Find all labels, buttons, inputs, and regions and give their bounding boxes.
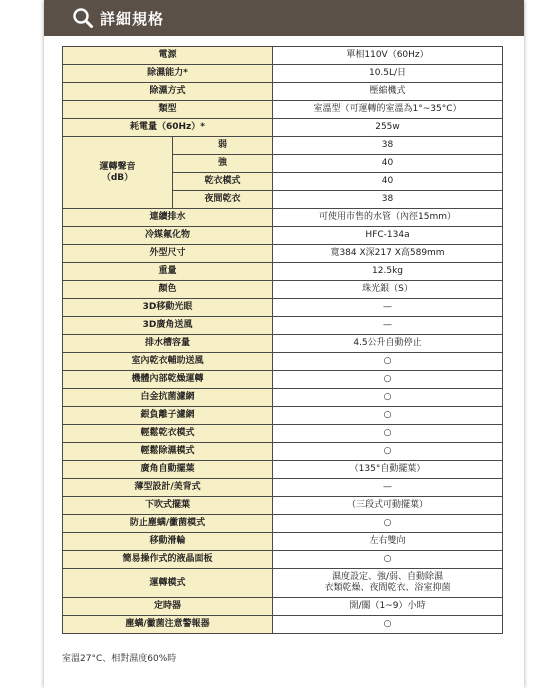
table-row — [63, 371, 503, 389]
spec-label: 下吹式擺葉 — [63, 497, 273, 515]
table-row — [63, 497, 503, 515]
spec-label: 室內乾衣輔助送風 — [63, 353, 273, 371]
noise-mode-value: 38 — [273, 191, 503, 209]
spec-value: （三段式可動擺葉） — [273, 497, 503, 515]
table-row — [63, 353, 503, 371]
table-row — [63, 47, 503, 65]
table-row — [63, 245, 503, 263]
noise-mode-value: 40 — [273, 173, 503, 191]
table-row — [63, 551, 503, 569]
spec-label: 移動滑輪 — [63, 533, 273, 551]
spec-value: 寬384 X深217 X高589mm — [273, 245, 503, 263]
table-row — [63, 443, 503, 461]
spec-value: ○ — [273, 515, 503, 533]
table-row — [63, 227, 503, 245]
spec-value-line: 衣類乾燥、夜間乾衣、浴室抑菌 — [324, 583, 451, 593]
spec-value: 壓縮機式 — [273, 83, 503, 101]
spec-value: ○ — [273, 389, 503, 407]
spec-value: — — [273, 479, 503, 497]
spec-value: HFC-134a — [273, 227, 503, 245]
spec-label: 白金抗菌濾網 — [63, 389, 273, 407]
spec-label: 3D移動光眼 — [63, 299, 273, 317]
spec-value — [273, 569, 503, 598]
spec-value: 255w — [273, 119, 503, 137]
spec-value: 左右雙向 — [273, 533, 503, 551]
spec-value: （135°自動擺葉） — [273, 461, 503, 479]
spec-label: 冷媒氟化物 — [63, 227, 273, 245]
spec-label: 機體內部乾燥運轉 — [63, 371, 273, 389]
spec-value: 可使用市售的水管（內徑15mm） — [273, 209, 503, 227]
spec-label: 重量 — [63, 263, 273, 281]
spec-label: 連續排水 — [63, 209, 273, 227]
spec-label: 輕鬆除濕模式 — [63, 443, 273, 461]
table-row — [63, 101, 503, 119]
table-row — [63, 407, 503, 425]
spec-value: ○ — [273, 616, 503, 634]
table-row — [63, 569, 503, 598]
spec-label: 塵螨/黴菌注意警報器 — [63, 616, 273, 634]
spec-value: ○ — [273, 353, 503, 371]
spec-label: 除濕方式 — [63, 83, 273, 101]
spec-value: ○ — [273, 551, 503, 569]
table-row — [63, 209, 503, 227]
spec-value: — — [273, 299, 503, 317]
spec-label: 顏色 — [63, 281, 273, 299]
noise-label-unit: （dB） — [101, 172, 134, 183]
noise-mode-value: 40 — [273, 155, 503, 173]
table-row — [63, 479, 503, 497]
table-row — [63, 425, 503, 443]
table-row — [63, 389, 503, 407]
table-row — [63, 317, 503, 335]
spec-label: 耗電量（60Hz）* — [63, 119, 273, 137]
noise-label — [63, 137, 173, 209]
spec-value: ○ — [273, 407, 503, 425]
spec-label: 運轉模式 — [63, 569, 273, 598]
spec-title: 詳細規格 — [100, 9, 165, 28]
spec-value: 室溫型（可運轉的室溫為1°~35°C） — [273, 101, 503, 119]
table-row — [63, 119, 503, 137]
noise-mode-label: 弱 — [173, 137, 273, 155]
spec-panel — [44, 0, 524, 688]
spec-value: 單相110V（60Hz） — [273, 47, 503, 65]
table-row — [63, 65, 503, 83]
table-row — [63, 515, 503, 533]
spec-value-line: 濕度設定、強/弱、自動除濕 — [331, 572, 444, 582]
spec-value: 珠光銀（S） — [273, 281, 503, 299]
table-row — [63, 461, 503, 479]
spec-value: 10.5L/日 — [273, 65, 503, 83]
spec-label: 排水槽容量 — [63, 335, 273, 353]
noise-mode-label: 強 — [173, 155, 273, 173]
spec-table — [62, 46, 503, 634]
spec-header — [44, 0, 524, 36]
spec-label: 輕鬆乾衣模式 — [63, 425, 273, 443]
spec-value: — — [273, 317, 503, 335]
spec-value: ○ — [273, 443, 503, 461]
table-row — [63, 83, 503, 101]
spec-label: 定時器 — [63, 598, 273, 616]
table-row — [63, 281, 503, 299]
spec-label: 簡易操作式的液晶面板 — [63, 551, 273, 569]
footnote: 室溫27°C、相對濕度60%時 — [62, 654, 177, 664]
spec-label: 電源 — [63, 47, 273, 65]
spec-label: 除濕能力* — [63, 65, 273, 83]
spec-label: 類型 — [63, 101, 273, 119]
noise-mode-label: 夜間乾衣 — [173, 191, 273, 209]
spec-label: 銀負離子濾網 — [63, 407, 273, 425]
spec-value: 4.5公升自動停止 — [273, 335, 503, 353]
spec-value: ○ — [273, 425, 503, 443]
spec-label: 防止塵螨/黴菌模式 — [63, 515, 273, 533]
spec-value: 12.5kg — [273, 263, 503, 281]
table-row — [63, 299, 503, 317]
table-row — [63, 263, 503, 281]
table-row — [63, 533, 503, 551]
spec-label: 廣角自動擺葉 — [63, 461, 273, 479]
search-icon — [72, 7, 94, 29]
table-row — [63, 616, 503, 634]
table-row — [63, 598, 503, 616]
spec-value: ○ — [273, 371, 503, 389]
table-row — [63, 137, 503, 155]
spec-label: 薄型設計/美背式 — [63, 479, 273, 497]
spec-label: 外型尺寸 — [63, 245, 273, 263]
noise-mode-value: 38 — [273, 137, 503, 155]
table-row — [63, 335, 503, 353]
noise-label-text: 運轉聲音 — [99, 161, 136, 172]
spec-label: 3D廣角送風 — [63, 317, 273, 335]
spec-value: 開/關（1~9）小時 — [273, 598, 503, 616]
noise-mode-label: 乾衣模式 — [173, 173, 273, 191]
